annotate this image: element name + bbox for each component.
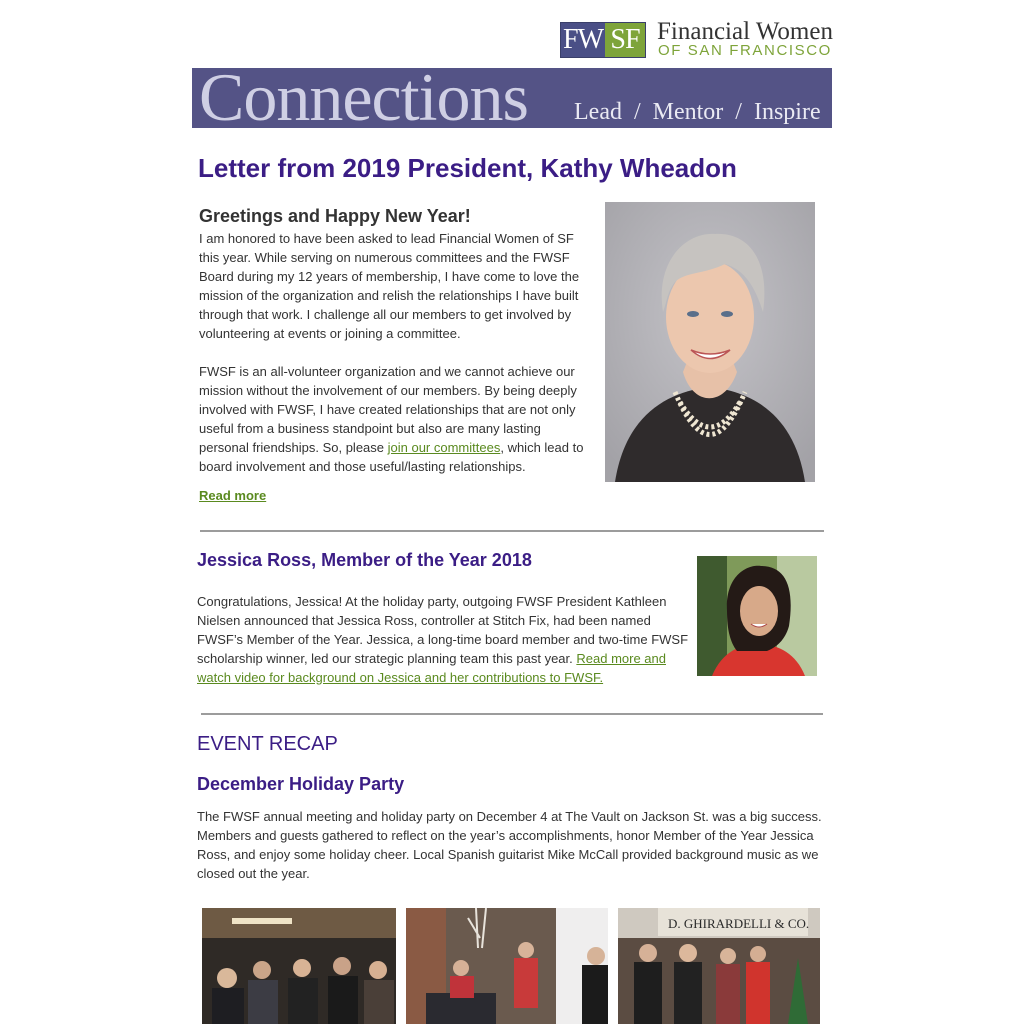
org-name: Financial Women bbox=[657, 18, 833, 45]
event-photo-3[interactable] bbox=[618, 908, 820, 1024]
event-photo-3-illustration bbox=[618, 908, 820, 1024]
holiday-party-paragraph: The FWSF annual meeting and holiday party on December 4 at The Vault on Jackson St. was a big success. Members and guests gathered to reflect on the year’s accomplishments, honor Member of the Year Jessica Ross, and enjoy some holiday cheer. Local Spanish guitarist Mike McCall provided background music as we closed out the year. bbox=[197, 809, 822, 881]
member-portrait-illustration bbox=[697, 556, 817, 676]
join-committees-link[interactable]: join our committees bbox=[387, 440, 501, 455]
ghirardelli-sign: D. GHIRARDELLI & CO. bbox=[668, 916, 810, 931]
event-photo-1[interactable] bbox=[202, 908, 396, 1024]
letter-paragraph-2-end: , which lead to board involvement and those useful/lasting relationships. bbox=[199, 440, 584, 474]
banner-tagline: Lead / Mentor / Inspire bbox=[574, 99, 821, 125]
org-subtitle: OF SAN FRANCISCO bbox=[658, 42, 832, 59]
member-read-more-link[interactable]: Read more and watch video for background on Jessica and her contributions to FWSF. bbox=[197, 651, 666, 685]
divider bbox=[200, 530, 824, 532]
event-recap-heading: EVENT RECAP bbox=[197, 733, 338, 755]
letter-read-more-link[interactable]: Read more bbox=[199, 488, 267, 503]
letter-greeting: Greetings and Happy New Year! bbox=[199, 206, 471, 226]
fwsf-logo[interactable] bbox=[560, 22, 646, 58]
holiday-party-title: December Holiday Party bbox=[197, 774, 405, 794]
letter-paragraph-2-text: FWSF is an all-volunteer organization and we cannot achieve our mission without the involvement of our members. By being deeply involved with FWSF, I have created relationships that are not only useful from a business standpoint but also are many lasting personal friendships. So, please bbox=[199, 364, 577, 455]
divider bbox=[201, 713, 823, 715]
president-portrait-illustration bbox=[605, 202, 815, 482]
logo-sf: SF bbox=[605, 23, 645, 57]
event-photo-2-illustration bbox=[406, 908, 608, 1024]
president-photo bbox=[605, 202, 815, 482]
letter-paragraph-1: I am honored to have been asked to lead Financial Women of SF this year. While serving on numerous committees and the FWSF Board during my 12 years of membership, I have come to love the mission of the organization and relish the relationships I have built through that work. I challenge all our members to get involved by volunteering at events or joining a committee. bbox=[199, 231, 580, 341]
connections-banner bbox=[192, 68, 832, 128]
member-photo bbox=[697, 556, 817, 676]
logo-fw: FW bbox=[563, 24, 603, 55]
event-photo-2[interactable] bbox=[406, 908, 608, 1024]
member-of-year-title: Jessica Ross, Member of the Year 2018 bbox=[197, 550, 532, 570]
letter-title: Letter from 2019 President, Kathy Wheadon bbox=[198, 153, 737, 183]
banner-title: Connections bbox=[199, 68, 528, 128]
member-paragraph bbox=[197, 592, 689, 687]
letter-paragraph-2 bbox=[199, 362, 594, 476]
event-photo-1-illustration bbox=[202, 908, 396, 1024]
member-paragraph-text: Congratulations, Jessica! At the holiday party, outgoing FWSF President Kathleen Nielsen announced that Jessica Ross, controller at Stitch Fix, had been named FWSF’s Member of the Year. Jessica, a long-time board member and two-time FWSF scholarship winner, led our strategic planning team this past year. bbox=[197, 594, 689, 666]
